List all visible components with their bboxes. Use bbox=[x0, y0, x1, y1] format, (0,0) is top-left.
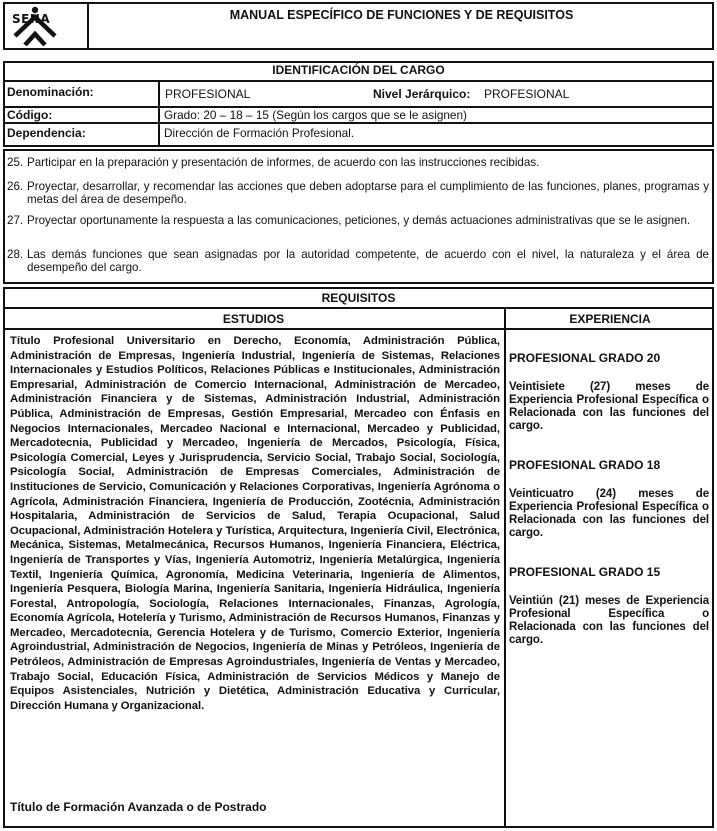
studies-lead: Título Profesional Universitario en bbox=[10, 335, 221, 347]
requirements-title: REQUISITOS bbox=[321, 291, 396, 305]
experience-grade-title: PROFESIONAL GRADO 20 bbox=[509, 351, 661, 365]
dependencia-label: Dependencia: bbox=[7, 126, 86, 140]
postgrad-title: Título de Formación Avanzada o de Postrado bbox=[10, 800, 267, 814]
document-page: SENA MANUAL ESPECÍFICO DE FUNCIONES Y DE REQUISITOS IDENTIFICACIÓN DEL CARGO Denominación: PROFESIONAL Nivel Jerárquico: PROFESIONAL Código: Grado: 20 – 18 – 15 (Según los cargos que se le asignen) Dependencia: Dirección de Formación Profesional. 25. Participar en la preparación y presentación de informes, de acuerdo con las instrucciones recibidas. 26. Proyectar, desarrollar, y recomendar las acciones que deben adoptarse para el cumplimiento de las funciones, planes, programas y metas del área de desempeño. 27. Proyectar oportunamente la respuesta a las comunicaciones, peticiones, y demás actuaciones administrativas que se le asignen. 28. Las demás funciones que sean asignadas por la autoridad competente, de acuerdo con el nivel, la naturaleza y el área de desempeño del cargo. REQUISITOS ESTUDIOS EXPERIENCIA Título Profesional Universitario en Derecho, Economía, Administración Pública, Administración de Empresas, Ingeniería Industrial, Ingeniería de Sistemas, Relaciones Internacionales y Estudios Políticos, Relaciones Públicas e Institucionales, Administración Empresarial, Administración de Comercio Internacional, Administración de Mercadeo, Administración Financiera y de Sistemas, Administración Industrial, Administración Pública, Administración de Empresas, Gestión Empresarial, Mercadeo con Énfasis en Negocios Internacionales, Mercadeo Nacional e Internacional, Mercadeo y Publicidad, Mercadotecnia, Publicidad y Mercadeo, Ingeniería de Mercados, Psicología, Física, Psicología Comercial, Leyes y Jurisprudencia, Servicio Social, Trabajo Social, Sociología, Psicología Social, Administración de Empresas Comerciales, Administración de Instituciones de Servicio, Comunicación y Relaciones Corporativas, Ingeniería Agrónoma o Agrícola, Administración Financiera, Ingeniería de Producción, Zootécnia, Administración Hospitalaria, Administración de Servicios de Salud, Terapia Ocupacional, Salud Ocupacional, Administración Hotelera y Turística, Arquitectura, Ingeniería Civil, Electrónica, Mecánica, Sistemas, Metalmecánica, Recursos Humanos, Ingeniería Financiera, Eléctrica, Ingeniería de Transportes y Vías, Ingeniería Automotriz, Ingeniería Metalúrgica, Ingeniería Textil, Ingeniería Química, Agronomía, Medicina Veterinaria, Ingeniería de Alimentos, Ingeniería Pesquera, Biología Marina, Ingeniería Sanitaria, Ingeniería Hidráulica, Ingeniería Forestal, Antropología, Sociología, Relaciones Internacionales, Finanzas, Agrología, Economía Agrícola, Hotelería y Turismo, Administración de Recursos Humanos, Finanzas y Mercadeo, Mercadotecnia, Gerencia Hotelera y de Turismo, Comercio Exterior, Ingeniería Agroindustrial, Administración de Negocios, Ingeniería de Minas y Petróleos, Ingeniería de Petróleos, Administración de Empresas Agroindustriales, Ingeniería de Ventas y Mercadeo, Trabajo Social, Educación Física, Administración de Servicios Médicos y Manejo de Equipos Asistenciales, Nutrición y Dietética, Administración Educativa y Curricular, Dirección Humana y Organizacional. Título de Formación Avanzada o de Postrado PROFESIONAL GRADO 20 Veintisiete (27) meses de Experiencia Profesional Específica o Relacionada con las funciones del cargo. PROFESIONAL GRADO 18 Veinticuatro (24) meses de Experiencia Profesional Específica o Relacionada con las funciones del cargo. PROFESIONAL GRADO 15 Veintiún (21) meses de Experiencia Profesional Específica o Relacionada con las funciones del cargo. bbox=[3, 2, 714, 828]
experience-grade-text: Veintiún (21) meses de Experiencia Profesional Específica o Relacionada con las funciones del cargo. bbox=[509, 595, 709, 646]
experience-grade-title: PROFESIONAL GRADO 15 bbox=[509, 565, 661, 579]
nivel-label: Nivel Jerárquico: bbox=[373, 87, 471, 101]
experience-grade-title: PROFESIONAL GRADO 18 bbox=[509, 458, 661, 472]
denominacion-value: PROFESIONAL bbox=[165, 87, 251, 101]
experience-grade-text: Veintisiete (27) meses de Experiencia Profesional Específica o Relacionada con las funciones del cargo. bbox=[509, 381, 709, 432]
denominacion-label: Denominación: bbox=[7, 85, 94, 99]
experience-grade-15 bbox=[509, 566, 709, 647]
experience-grade-18 bbox=[509, 459, 709, 540]
experience-grade-20 bbox=[509, 352, 709, 433]
studies-text bbox=[10, 334, 500, 713]
nivel-value: PROFESIONAL bbox=[484, 87, 570, 101]
dependencia-value: Dirección de Formación Profesional. bbox=[164, 126, 355, 140]
experience-grade-text: Veinticuatro (24) meses de Experiencia Profesional Específica o Relacionada con las funciones del cargo. bbox=[509, 488, 709, 539]
codigo-label: Código: bbox=[7, 108, 53, 122]
logo-text: SENA bbox=[12, 12, 51, 26]
studies-body: Derecho, Economía, Administración Pública, Administración de Empresas, Ingeniería Industrial, Ingeniería de Sistemas, Relaciones Internacionales y Estudios Políticos, Relaciones Públicas e Institucionales, Administración Empresarial, Administración de Comercio Internacional, Administración de Mercadeo, Administración Financiera y de Sistemas, Administración Industrial, Administración Pública, Administración de Empresas, Gestión Empresarial, Mercadeo con Énfasis en Negocios Internacionales, Mercadeo Nacional e Internacional, Mercadeo y Publicidad, Mercadotecnia, Publicidad y Mercadeo, Ingeniería de Mercados, Psicología, Física, Psicología Comercial, Leyes y Jurisprudencia, Servicio Social, Trabajo Social, Sociología, Psicología Social, Administración de Empresas Comerciales, Administración de Instituciones de Servicio, Comunicación y Relaciones Corporativas, Ingeniería Agrónoma o Agrícola, Administración Financiera, Ingeniería de Producción, Zootécnia, Administración Hospitalaria, Administración de Servicios de Salud, Terapia Ocupacional, Salud Ocupacional, Administración Hotelera y Turística, Arquitectura, Ingeniería Civil, Electrónica, Mecánica, Sistemas, Metalmecánica, Recursos Humanos, Ingeniería Financiera, Eléctrica, Ingeniería de Transportes y Vías, Ingeniería Automotriz, Ingeniería Metalúrgica, Ingeniería Textil, Ingeniería Química, Agronomía, Medicina Veterinaria, Ingeniería de Alimentos, Ingeniería Pesquera, Biología Marina, Ingeniería Sanitaria, Ingeniería Hidráulica, Ingeniería Forestal, Antropología, Sociología, Relaciones Internacionales, Finanzas, Agrología, Economía Agrícola, Hotelería y Turismo, Administración de Recursos Humanos, Finanzas y Mercadeo, Mercadotecnia, Gerencia Hotelera y de Turismo, Comercio Exterior, Ingeniería Agroindustrial, Administración de Negocios, Ingeniería de Minas y Petróleos, Ingeniería de Petróleos, Administración de Empresas Agroindustriales, Ingeniería de Ventas y Mercadeo, Trabajo Social, Educación Física, Administración de Servicios Médicos y Manejo de Equipos Asistenciales, Nutrición y Dietética, Administración Educativa y Curricular, Dirección Humana y Organizacional. bbox=[10, 335, 500, 712]
codigo-value: Grado: 20 – 18 – 15 (Según los cargos que se le asignen) bbox=[164, 108, 467, 122]
experience-header: EXPERIENCIA bbox=[569, 312, 651, 326]
document-title: MANUAL ESPECÍFICO DE FUNCIONES Y DE REQUISITOS bbox=[229, 8, 574, 22]
sena-logo bbox=[11, 6, 81, 46]
studies-header: ESTUDIOS bbox=[222, 312, 285, 326]
identification-title: IDENTIFICACIÓN DEL CARGO bbox=[272, 63, 445, 77]
